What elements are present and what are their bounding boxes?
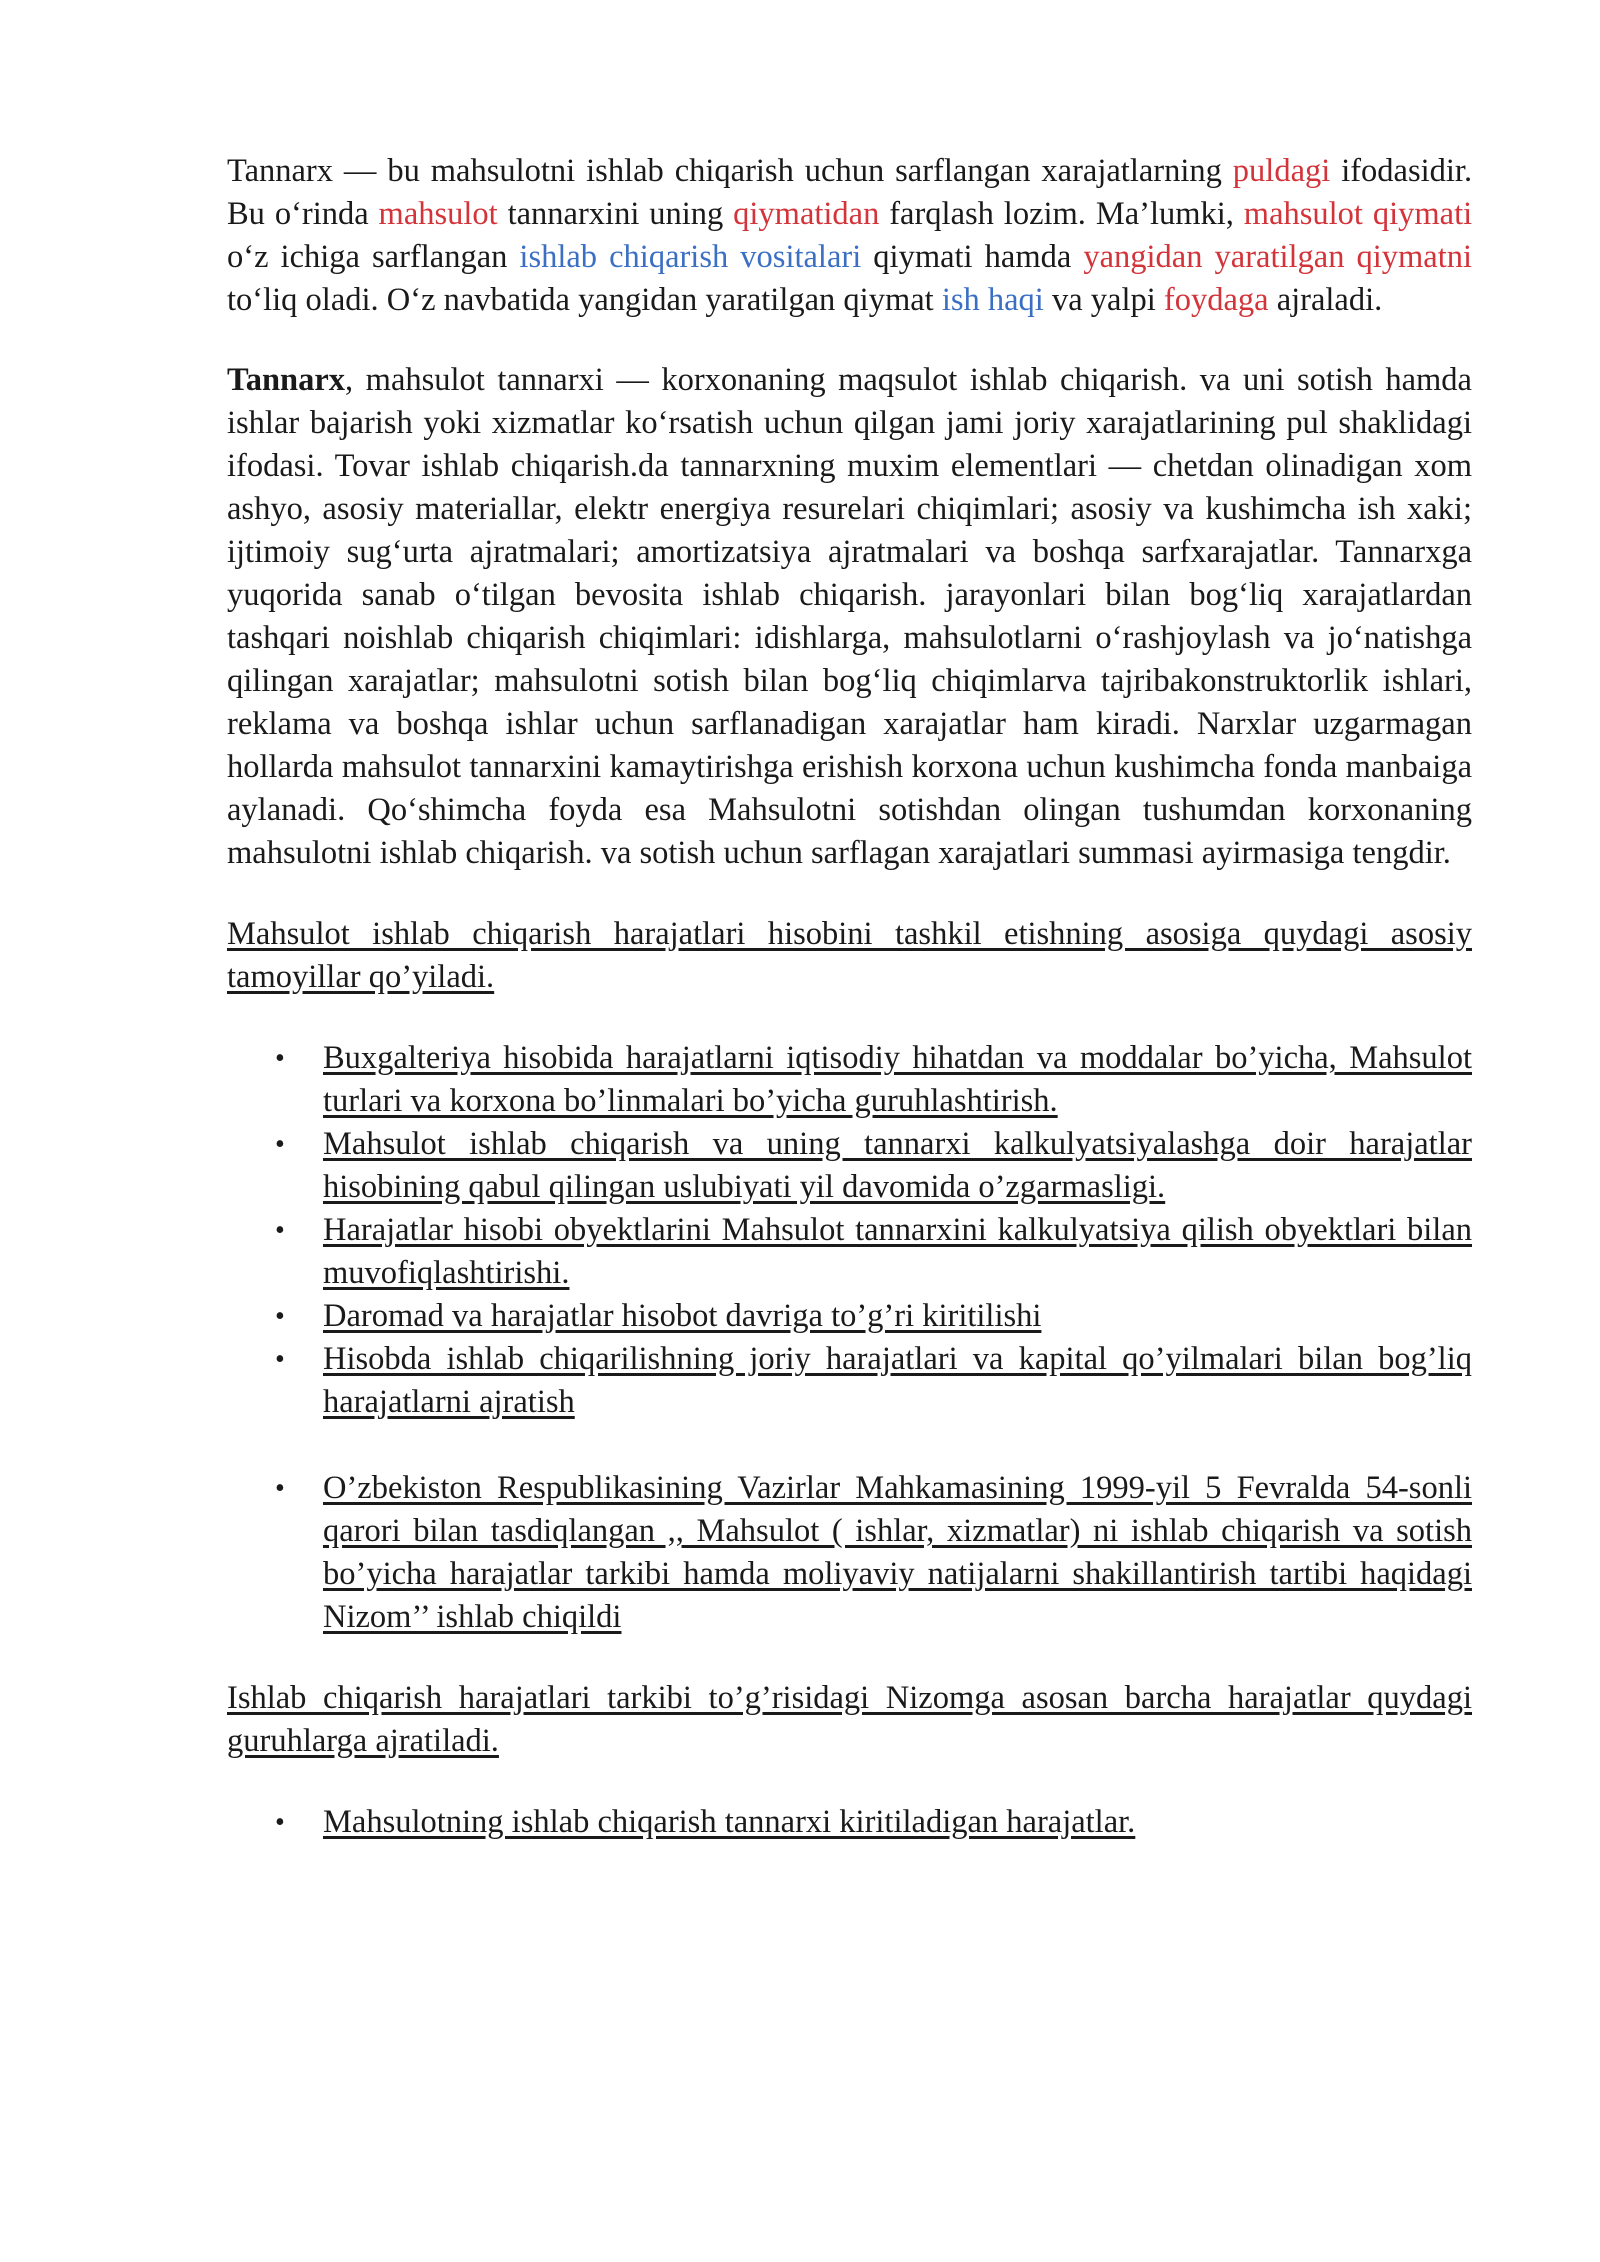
word: Ma’lumki, <box>1095 196 1234 232</box>
highlighted-word: foydaga <box>1163 282 1269 318</box>
highlighted-word: qiymatidan <box>733 196 880 232</box>
highlighted-word: mahsulot <box>378 196 498 232</box>
list-item <box>227 1801 1472 1844</box>
bullet-icon: • <box>275 1215 285 1246</box>
list-item-text: Buxgalteriya hisobida harajatlarni iqtisodiy hihatdan va moddalar bo’yicha, Mahsulot turlari va korxona bo’linmalari bo’yicha guruhlashtirish. <box>323 1040 1472 1119</box>
list-item-text: Hisobda ishlab chiqarilishning joriy harajatlari va kapital qo’yilmalari bilan bog’liq harajatlarni ajratish <box>323 1341 1472 1420</box>
word: o‘z <box>227 239 269 275</box>
bullet-icon: • <box>275 1043 285 1074</box>
word: bu <box>387 153 420 189</box>
word: yangidan <box>578 282 698 318</box>
groups-list <box>227 1801 1472 1844</box>
word: ifodasidir. <box>1341 153 1473 189</box>
word: navbatida <box>443 282 570 318</box>
word: o‘rinda <box>274 196 369 232</box>
highlighted-word: chiqarish <box>609 239 729 275</box>
highlighted-word: puldagi <box>1232 153 1331 189</box>
highlighted-word: vositalari <box>740 239 862 275</box>
list-item-text: Mahsulotning ishlab chiqarish tannarxi kiritiladigan harajatlar. <box>323 1804 1136 1840</box>
paragraph-principles-intro: Mahsulot ishlab chiqarish harajatlari hisobini tashkil etishning asosiga quydagi asosiy tamoyillar qo’yiladi. <box>227 916 1472 995</box>
word: Tannarx — <box>227 153 377 189</box>
list-item <box>227 1209 1472 1295</box>
paragraph-tannarx-explanation <box>227 359 1472 875</box>
bullet-icon: • <box>275 1473 285 1504</box>
list-item-text: Daromad va harajatlar hisobot davriga to’g’ri kiritilishi <box>323 1298 1042 1334</box>
word: hamda <box>984 239 1072 275</box>
word: Bu <box>227 196 265 232</box>
highlighted-word: ishlab <box>519 239 598 275</box>
list-item <box>227 1338 1472 1424</box>
document-body <box>227 150 1472 1844</box>
paragraph-text: , mahsulot tannarxi — korxonaning maqsulot ishlab chiqarish. va uni sotish hamda ishlar bajarish yoki xizmatlar ko‘rsatish uchun qilgan jami joriy xarajatlarining pul shaklidagi ifodasi. Tovar ishlab chiqarish.da tannarxning muxim elementlari — chetdan olinadigan xom ashyo, asosiy materiallar, elektr energiya resurelari chiqimlari; asosiy va kushimcha ish xaki; ijtimoiy sug‘urta ajratmalari; amortizatsiya ajratmalari va boshqa sarfxarajatlar. Tannarxga yuqorida sanab o‘tilgan bevosita ishlab chiqarish. jarayonlari bilan bog‘liq xarajatlardan tashqari noishlab chiqarish chiqimlari: idishlarga, mahsulotlarni o‘rashjoylash va jo‘natishga qilingan xarajatlar; mahsulotni sotish bilan bog‘liq chiqimlarva tajribakonstruktorlik ishlari, reklama va boshqa ishlar uchun sarflanadigan xarajatlar ham kiradi. Narxlar uzgarmagan hollarda mahsulot tannarxini kamaytirishga erishish korxona uchun kushimcha fonda manbaiga aylanadi. Qo‘shimcha foyda esa Mahsulotni sotishdan olingan tushumdan korxonaning mahsulotni ishlab chiqarish. va sotish uchun sarflagan xarajatlari summasi ayirmasiga tengdir. <box>227 362 1472 871</box>
word: va <box>1051 282 1083 318</box>
bold-term: Tannarx <box>227 362 346 398</box>
bullet-icon: • <box>275 1301 285 1332</box>
word: ajraladi. <box>1276 282 1383 318</box>
list-item <box>227 1123 1472 1209</box>
highlighted-word: haqi <box>987 282 1044 318</box>
word: uning <box>649 196 724 232</box>
word: lozim. <box>1003 196 1086 232</box>
word: qiymati <box>873 239 973 275</box>
list-item <box>227 1037 1472 1123</box>
word: oladi. <box>305 282 379 318</box>
highlighted-word: yaratilgan <box>1214 239 1345 275</box>
word: uchun <box>804 153 885 189</box>
list-item <box>227 1467 1472 1639</box>
word: xarajatlarning <box>1041 153 1222 189</box>
word: tannarxini <box>507 196 640 232</box>
bullet-icon: • <box>275 1807 285 1838</box>
word: yaratilgan <box>705 282 836 318</box>
list-item-text: Mahsulot ishlab chiqarish va uning tannarxi kalkulyatsiyalashga doir harajatlar hisobining qabul qilingan uslubiyati yil davomida o’zgarmasligi. <box>323 1126 1472 1205</box>
list-item-text: Harajatlar hisobi obyektlarini Mahsulot tannarxini kalkulyatsiya qilish obyektlari bilan muvofiqlashtirishi. <box>323 1212 1472 1291</box>
bullet-icon: • <box>275 1129 285 1160</box>
word: sarflangan <box>895 153 1031 189</box>
principles-list <box>227 1037 1472 1639</box>
list-item <box>227 1295 1472 1338</box>
word: farqlash <box>889 196 994 232</box>
highlighted-word: ish <box>941 282 980 318</box>
word: qiymat <box>843 282 934 318</box>
paragraph-groups-intro: Ishlab chiqarish harajatlari tarkibi to’g’risidagi Nizomga asosan barcha harajatlar quydagi guruhlarga ajratiladi. <box>227 1680 1472 1759</box>
word: ichiga <box>280 239 360 275</box>
highlighted-word: qiymati <box>1372 196 1473 232</box>
word: yalpi <box>1090 282 1156 318</box>
word: O‘z <box>386 282 436 318</box>
bullet-icon: • <box>275 1344 285 1375</box>
word: to‘liq <box>227 282 298 318</box>
word: mahsulotni <box>430 153 576 189</box>
word: ishlab <box>586 153 664 189</box>
highlighted-word: qiymatni <box>1356 239 1473 275</box>
highlighted-word: mahsulot <box>1243 196 1363 232</box>
paragraph-tannarx-definition <box>227 150 1472 322</box>
highlighted-word: yangidan <box>1083 239 1203 275</box>
word: sarflangan <box>372 239 508 275</box>
word: chiqarish <box>674 153 794 189</box>
list-item-text: O’zbekiston Respublikasining Vazirlar Mahkamasining 1999-yil 5 Fevralda 54-sonli qarori bilan tasdiqlangan ,, Mahsulot ( ishlar, xizmatlar) ni ishlab chiqarish va sotish bo’yicha harajatlar tarkibi hamda moliyaviy natijalarni shakillantirish tartibi haqidagi Nizom’’ ishlab chiqildi <box>323 1470 1472 1635</box>
